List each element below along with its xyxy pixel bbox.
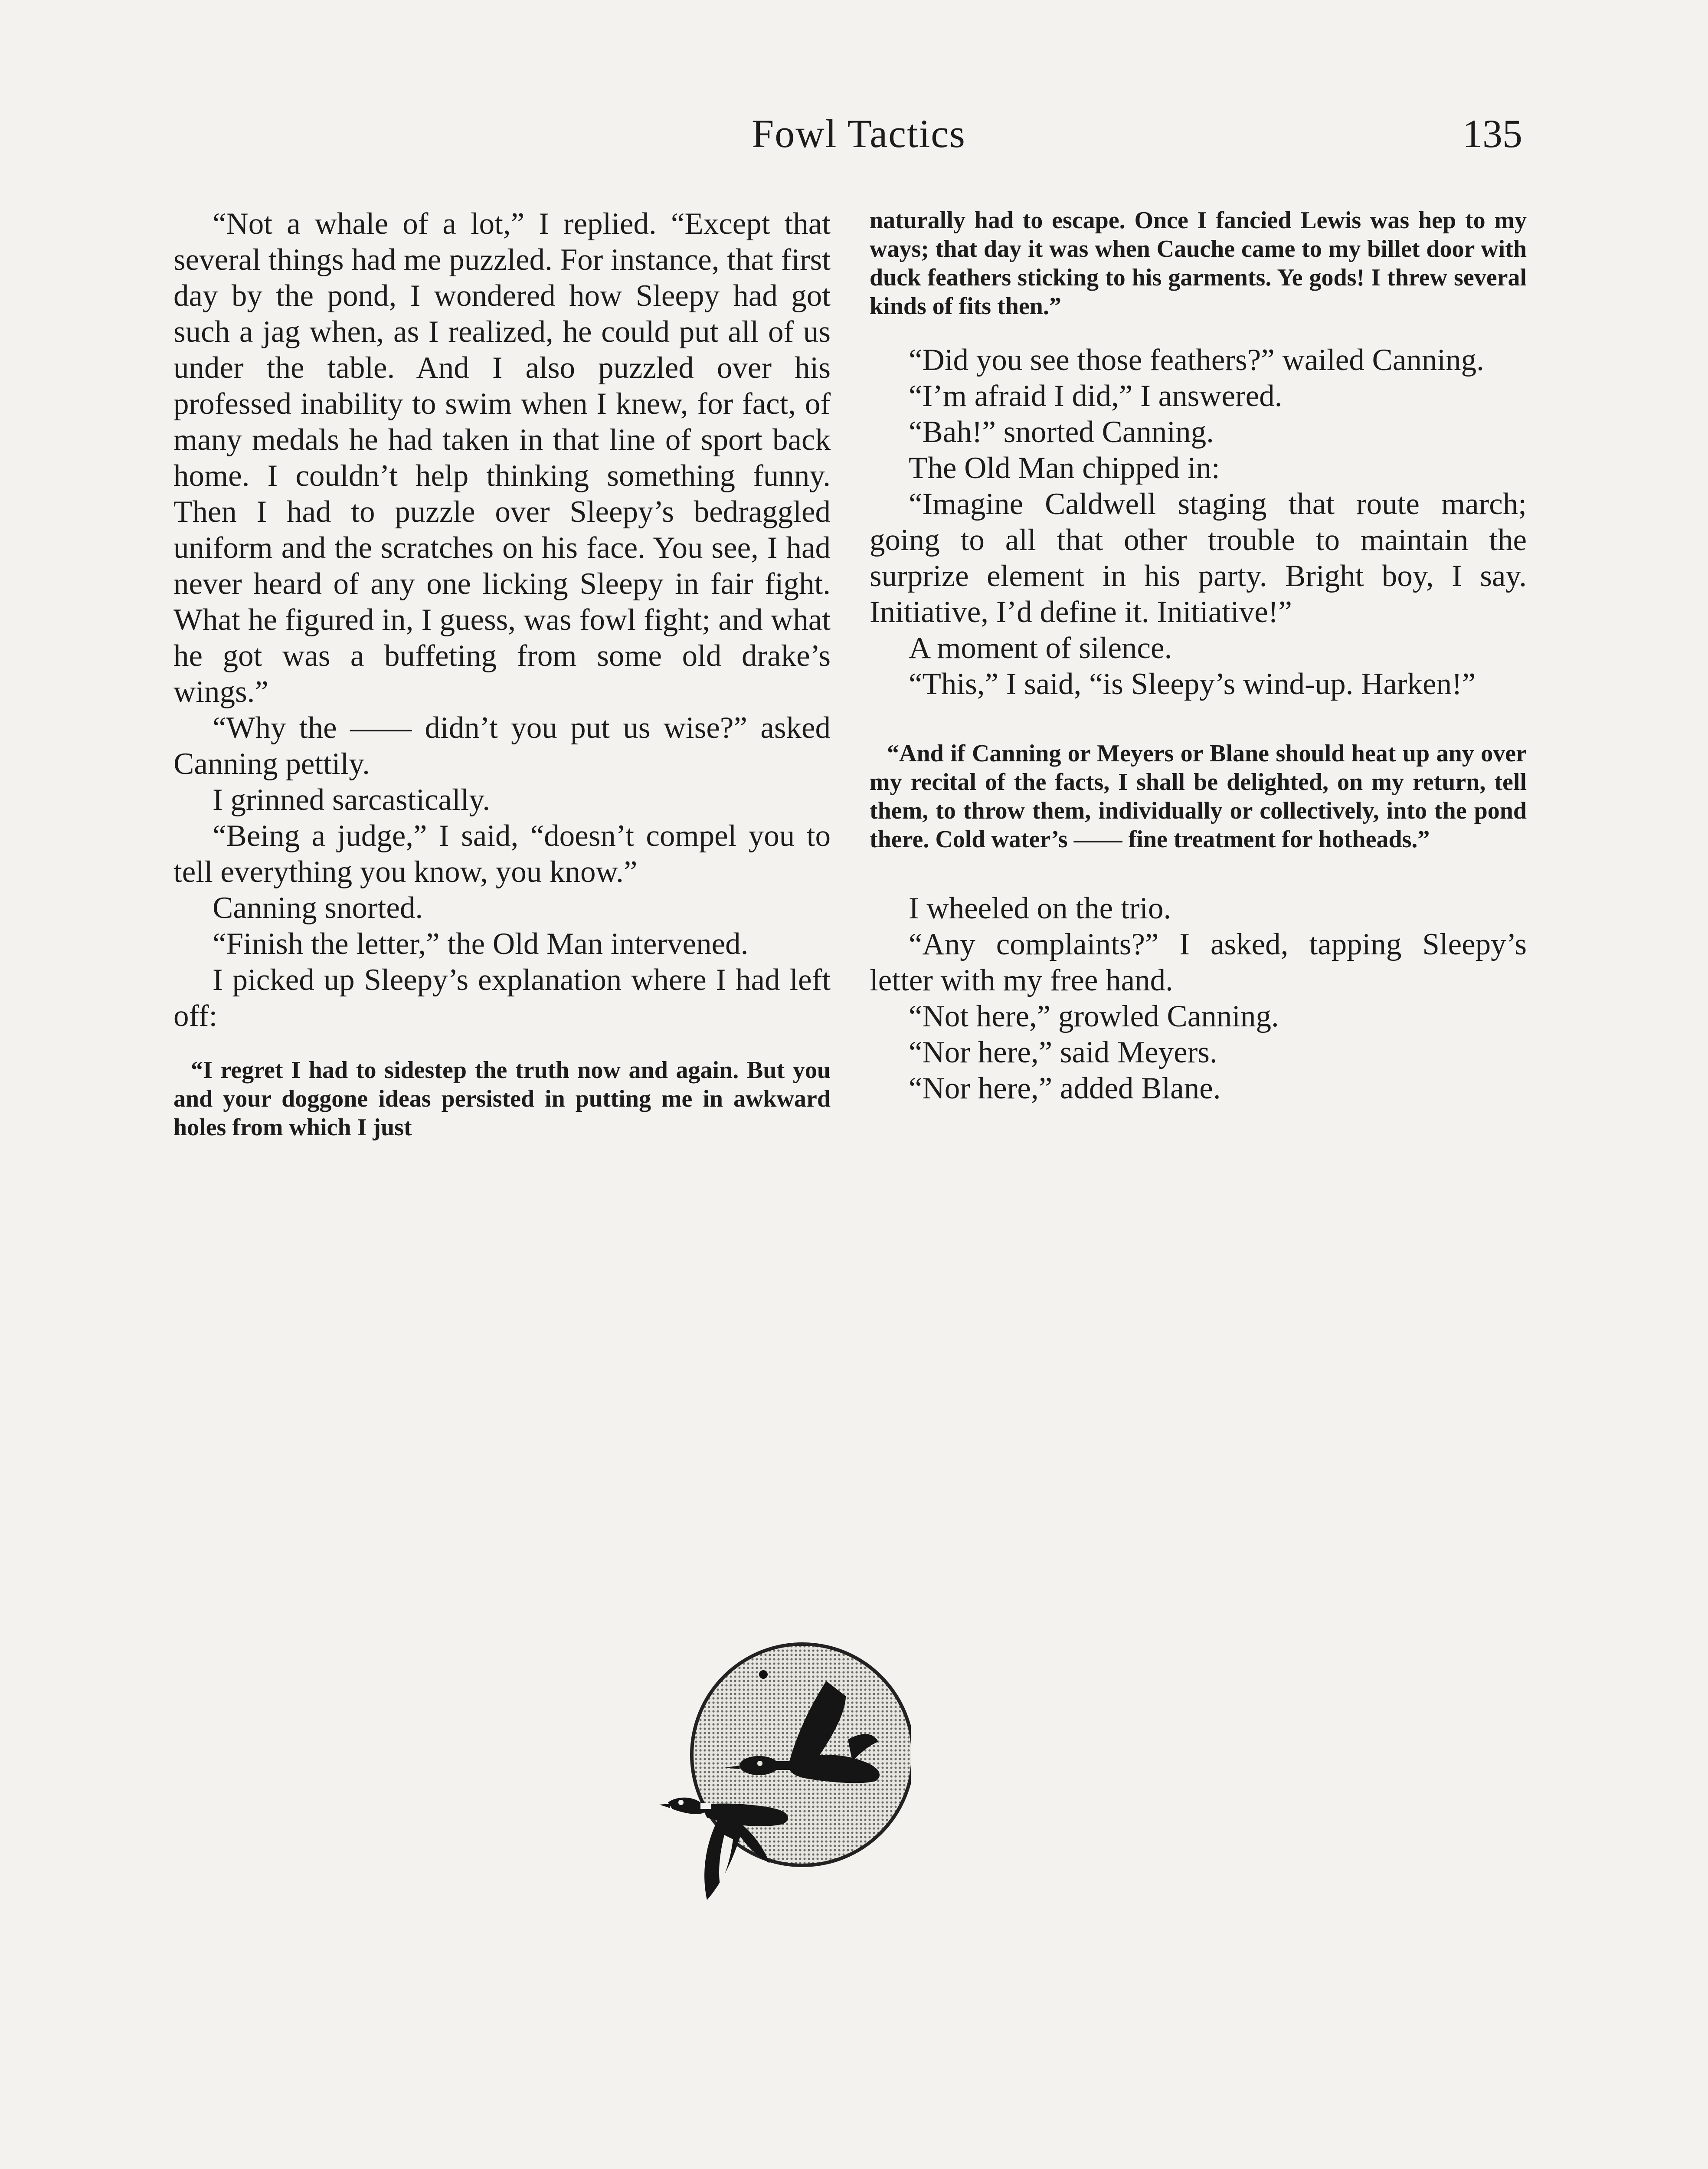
paragraph: I picked up Sleepy’s explanation where I had left off: — [173, 963, 831, 1033]
paragraph: “Why the —— didn’t you put us wise?” asked Canning pettily. — [173, 711, 831, 781]
paragraph: Canning snorted. — [213, 891, 423, 925]
paragraph: “Any complaints?” I asked, tapping Sleepy’s letter with my free hand. — [870, 927, 1527, 997]
paragraph: “I’m afraid I did,” I answered. — [909, 379, 1283, 413]
letter-excerpt: naturally had to escape. Once I fancied Lewis was hep to my ways; that day it was when Cauche came to my billet door with duck feathers sticking to his garments. Ye gods! I threw several kinds of fits then.” — [870, 207, 1527, 320]
paragraph: “Imagine Caldwell staging that route march; going to all that other trouble to maintain the surprize element in his party. Bright boy, I say. Initiative, I’d define it. Initiative!” — [870, 487, 1527, 629]
paragraph: “This,” I said, “is Sleepy’s wind-up. Harken!” — [909, 667, 1476, 701]
paragraph: “Finish the letter,” the Old Man intervened. — [213, 927, 749, 961]
right-column — [870, 206, 1527, 1107]
left-column — [173, 206, 831, 1142]
ducks-flying-across-moon-icon — [659, 1631, 911, 1926]
paragraph: “Nor here,” added Blane. — [909, 1071, 1221, 1105]
paragraph: “Did you see those feathers?” wailed Canning. — [909, 343, 1484, 377]
paragraph: “Nor here,” said Meyers. — [909, 1035, 1217, 1069]
paragraph: “Not a whale of a lot,” I replied. “Except that several things had me puzzled. For instance, that first day by the pond, I wondered how Sleepy had got such a jag when, as I realized, he could put all of us under the table. And I also puzzled over his professed inability to swim when I knew, for fact, of many medals he had taken in that line of sport back home. I couldn’t help thinking something funny. Then I had to puzzle over Sleepy’s bedraggled uniform and the scratches on his face. You see, I had never heard of any one licking Sleepy in fair fight. What he figured in, I guess, was fowl fight; and what he got was a buffeting from some old drake’s wings.” — [173, 207, 831, 709]
paragraph: “Being a judge,” I said, “doesn’t compel you to tell everything you know, you know.” — [173, 819, 831, 889]
paragraph: “Not here,” growled Canning. — [909, 999, 1279, 1033]
paragraph: I grinned sarcastically. — [213, 783, 491, 817]
letter-excerpt: “And if Canning or Meyers or Blane should heat up any over my recital of the facts, I shall be delighted, on my return, tell them, to throw them, individually or collectively, into the pond there. Cold water’s —— fine treatment for hotheads.” — [870, 740, 1527, 853]
letter-excerpt: “I regret I had to sidestep the truth now and again. But you and your doggone ideas persisted in putting me in awkward holes from which I just — [173, 1057, 831, 1141]
page-number: 135 — [1463, 111, 1522, 156]
paragraph: “Bah!” snorted Canning. — [909, 415, 1214, 449]
running-title: Fowl Tactics — [752, 111, 966, 156]
paragraph: I wheeled on the trio. — [909, 891, 1171, 925]
paragraph: The Old Man chipped in: — [909, 451, 1220, 485]
paragraph: A moment of silence. — [909, 631, 1172, 665]
